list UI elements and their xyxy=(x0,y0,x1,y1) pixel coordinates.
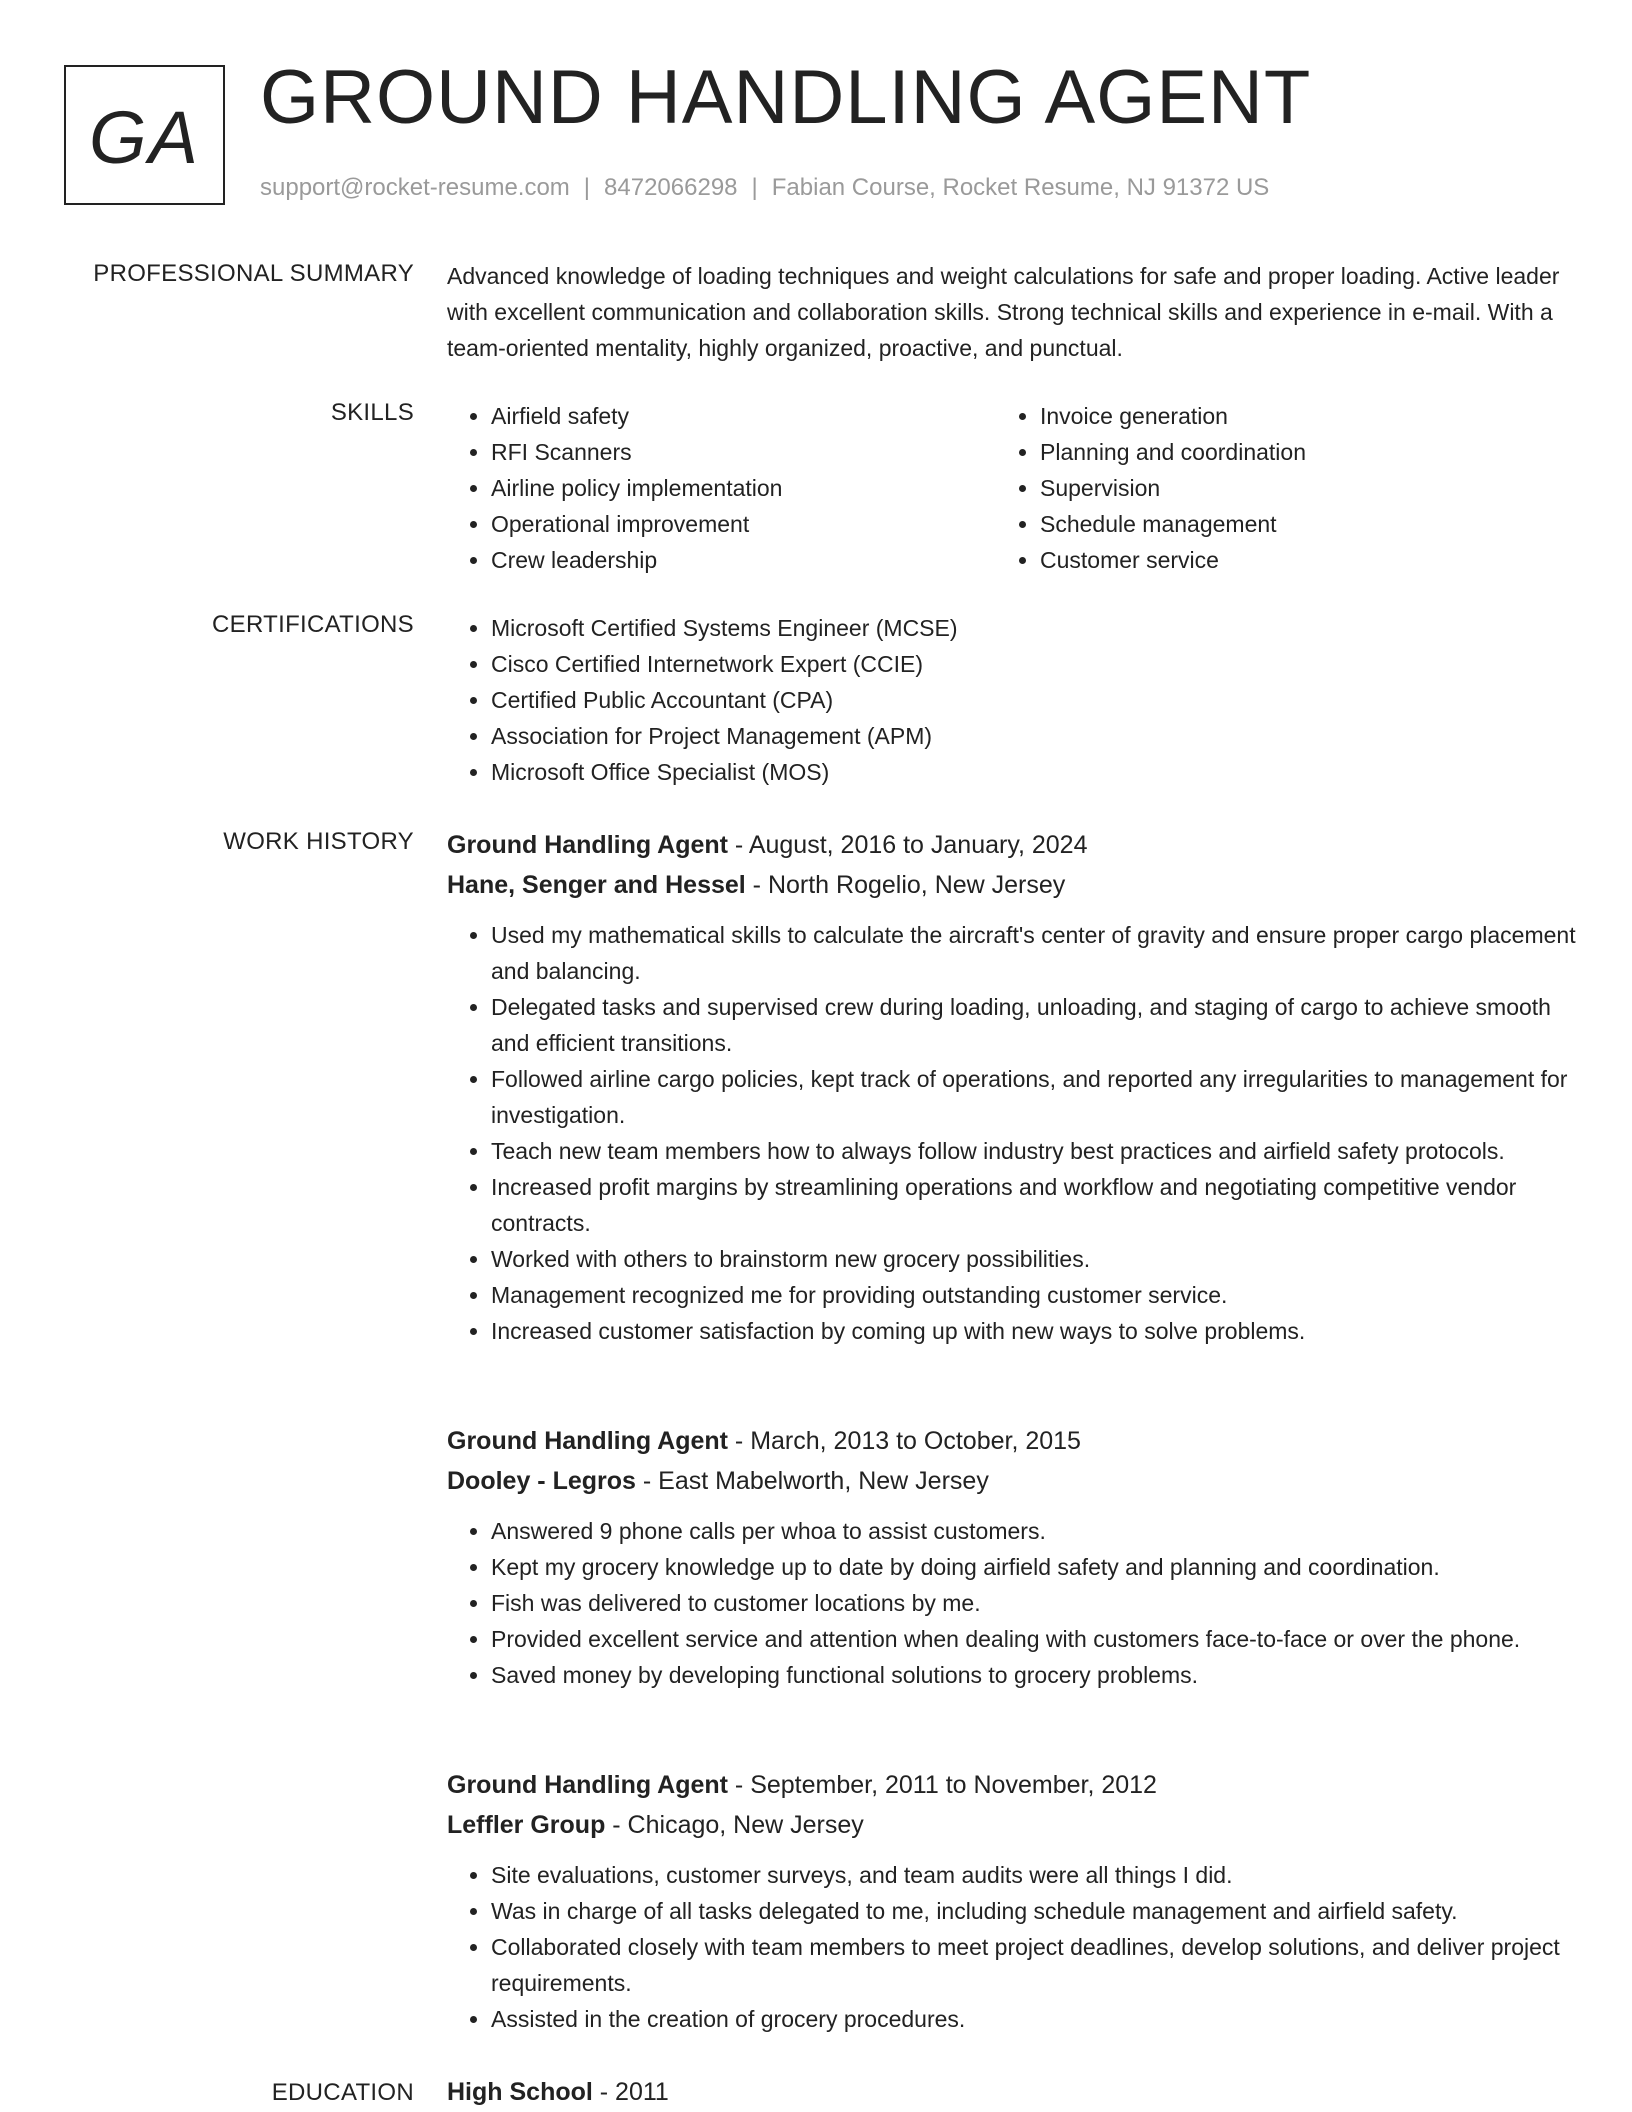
certification-item: • Microsoft Office Specialist (MOS) xyxy=(491,754,1577,790)
job-dates: - September, 2011 to November, 2012 xyxy=(727,1771,1157,1799)
education-section xyxy=(447,2072,1577,2112)
job-bullet: • Assisted in the creation of grocery procedures. xyxy=(491,2001,1577,2037)
job-company: Hane, Senger and Hessel xyxy=(447,871,746,899)
job-bullet: • Management recognized me for providing outstanding customer service. xyxy=(491,1277,1577,1313)
job-bullet: • Answered 9 phone calls per whoa to assist customers. xyxy=(491,1513,1577,1549)
skill-item: • Customer service xyxy=(1040,542,1545,578)
job-bullet: • Used my mathematical skills to calculate the aircraft's center of gravity and ensure proper cargo placement and balancing. xyxy=(491,917,1577,989)
job-bullet: • Increased profit margins by streamlining operations and workflow and negotiating competitive vendor contracts. xyxy=(491,1169,1577,1241)
certification-item: • Microsoft Certified Systems Engineer (MCSE) xyxy=(491,610,1577,646)
job-bullet: • Collaborated closely with team members to meet project deadlines, develop solutions, and deliver project requirements. xyxy=(491,1929,1577,2001)
job-dates: - March, 2013 to October, 2015 xyxy=(727,1427,1081,1455)
job-bullet: • Worked with others to brainstorm new grocery possibilities. xyxy=(491,1241,1577,1277)
skill-item: • Operational improvement xyxy=(491,506,996,542)
section-label-education: EDUCATION xyxy=(271,2079,414,2106)
job-bullet: • Saved money by developing functional solutions to grocery problems. xyxy=(491,1657,1577,1693)
contact-phone: 8472066298 xyxy=(604,174,738,201)
section-label-work-history: WORK HISTORY xyxy=(223,828,414,855)
skill-item: • Crew leadership xyxy=(491,542,996,578)
skill-item: • RFI Scanners xyxy=(491,434,996,470)
resume-title: GROUND HANDLING AGENT xyxy=(260,55,1312,140)
contact-address: Fabian Course, Rocket Resume, NJ 91372 US xyxy=(771,174,1270,201)
education-year: - 2011 xyxy=(592,2078,669,2106)
certification-item: • Association for Project Management (APM) xyxy=(491,718,1577,754)
job-title-line xyxy=(447,1765,1577,1805)
job-entry xyxy=(447,825,1577,1349)
summary-section xyxy=(447,258,1577,366)
contact-separator: | xyxy=(751,174,758,201)
job-title-line xyxy=(447,1421,1577,1461)
job-bullet: • Teach new team members how to always follow industry best practices and airfield safety protocols. xyxy=(491,1133,1577,1169)
education-line xyxy=(447,2072,1577,2112)
contact-separator: | xyxy=(583,174,591,201)
job-bullet: • Fish was delivered to customer locations by me. xyxy=(491,1585,1577,1621)
job-title: Ground Handling Agent xyxy=(447,1427,728,1455)
job-bullet: • Provided excellent service and attention when dealing with customers face-to-face or over the phone. xyxy=(491,1621,1577,1657)
job-bullet: • Kept my grocery knowledge up to date by doing airfield safety and planning and coordination. xyxy=(491,1549,1577,1585)
job-bullet: • Delegated tasks and supervised crew during loading, unloading, and staging of cargo to achieve smooth and efficient transitions. xyxy=(491,989,1577,1061)
job-bullet: • Increased customer satisfaction by coming up with new ways to solve problems. xyxy=(491,1313,1577,1349)
summary-text: Advanced knowledge of loading techniques and weight calculations for safe and proper loading. Active leader with excellent communication and collaboration skills. Strong technical skills and experience in e-mail. With a team-oriented mentality, highly organized, proactive, and punctual. xyxy=(447,263,1560,361)
skill-item: • Airline policy implementation xyxy=(491,470,996,506)
skill-item: • Planning and coordination xyxy=(1040,434,1545,470)
job-location: - North Rogelio, New Jersey xyxy=(745,871,1066,899)
job-location: - Chicago, New Jersey xyxy=(605,1811,864,1839)
skill-item: • Supervision xyxy=(1040,470,1545,506)
certifications-section xyxy=(447,610,1577,790)
skill-item: • Airfield safety xyxy=(491,398,996,434)
job-entry xyxy=(447,1765,1577,2037)
job-company: Leffler Group xyxy=(447,1811,606,1839)
contact-line xyxy=(260,174,1269,202)
skills-section xyxy=(447,398,1577,578)
certification-item: • Certified Public Accountant (CPA) xyxy=(491,682,1577,718)
section-label-skills: SKILLS xyxy=(330,399,414,426)
job-title: Ground Handling Agent xyxy=(447,1771,728,1799)
skills-column-left xyxy=(447,398,996,578)
job-title-line xyxy=(447,825,1577,865)
skill-item: • Invoice generation xyxy=(1040,398,1545,434)
monogram-initials: GA xyxy=(89,95,200,179)
skills-grid xyxy=(447,398,1577,578)
job-company: Dooley - Legros xyxy=(447,1467,636,1495)
section-label-summary: PROFESSIONAL SUMMARY xyxy=(93,260,414,287)
job-bullet: • Followed airline cargo policies, kept track of operations, and reported any irregularities to management for investigation. xyxy=(491,1061,1577,1133)
job-bullet: • Was in charge of all tasks delegated to me, including schedule management and airfield safety. xyxy=(491,1893,1577,1929)
education-degree: High School xyxy=(447,2078,593,2106)
job-company-line xyxy=(447,1805,1577,1845)
job-company-line xyxy=(447,865,1577,905)
job-dates: - August, 2016 to January, 2024 xyxy=(727,831,1088,859)
contact-email[interactable]: support@rocket-resume.com xyxy=(260,174,570,201)
job-title: Ground Handling Agent xyxy=(447,831,728,859)
skill-item: • Schedule management xyxy=(1040,506,1545,542)
job-company-line xyxy=(447,1461,1577,1501)
job-location: - East Mabelworth, New Jersey xyxy=(635,1467,989,1495)
job-bullet: • Site evaluations, customer surveys, and team audits were all things I did. xyxy=(491,1857,1577,1893)
monogram-box xyxy=(64,65,225,205)
section-label-certifications: CERTIFICATIONS xyxy=(212,611,414,638)
skills-column-right xyxy=(996,398,1545,578)
certification-item: • Cisco Certified Internetwork Expert (CCIE) xyxy=(491,646,1577,682)
job-entry xyxy=(447,1421,1577,1693)
